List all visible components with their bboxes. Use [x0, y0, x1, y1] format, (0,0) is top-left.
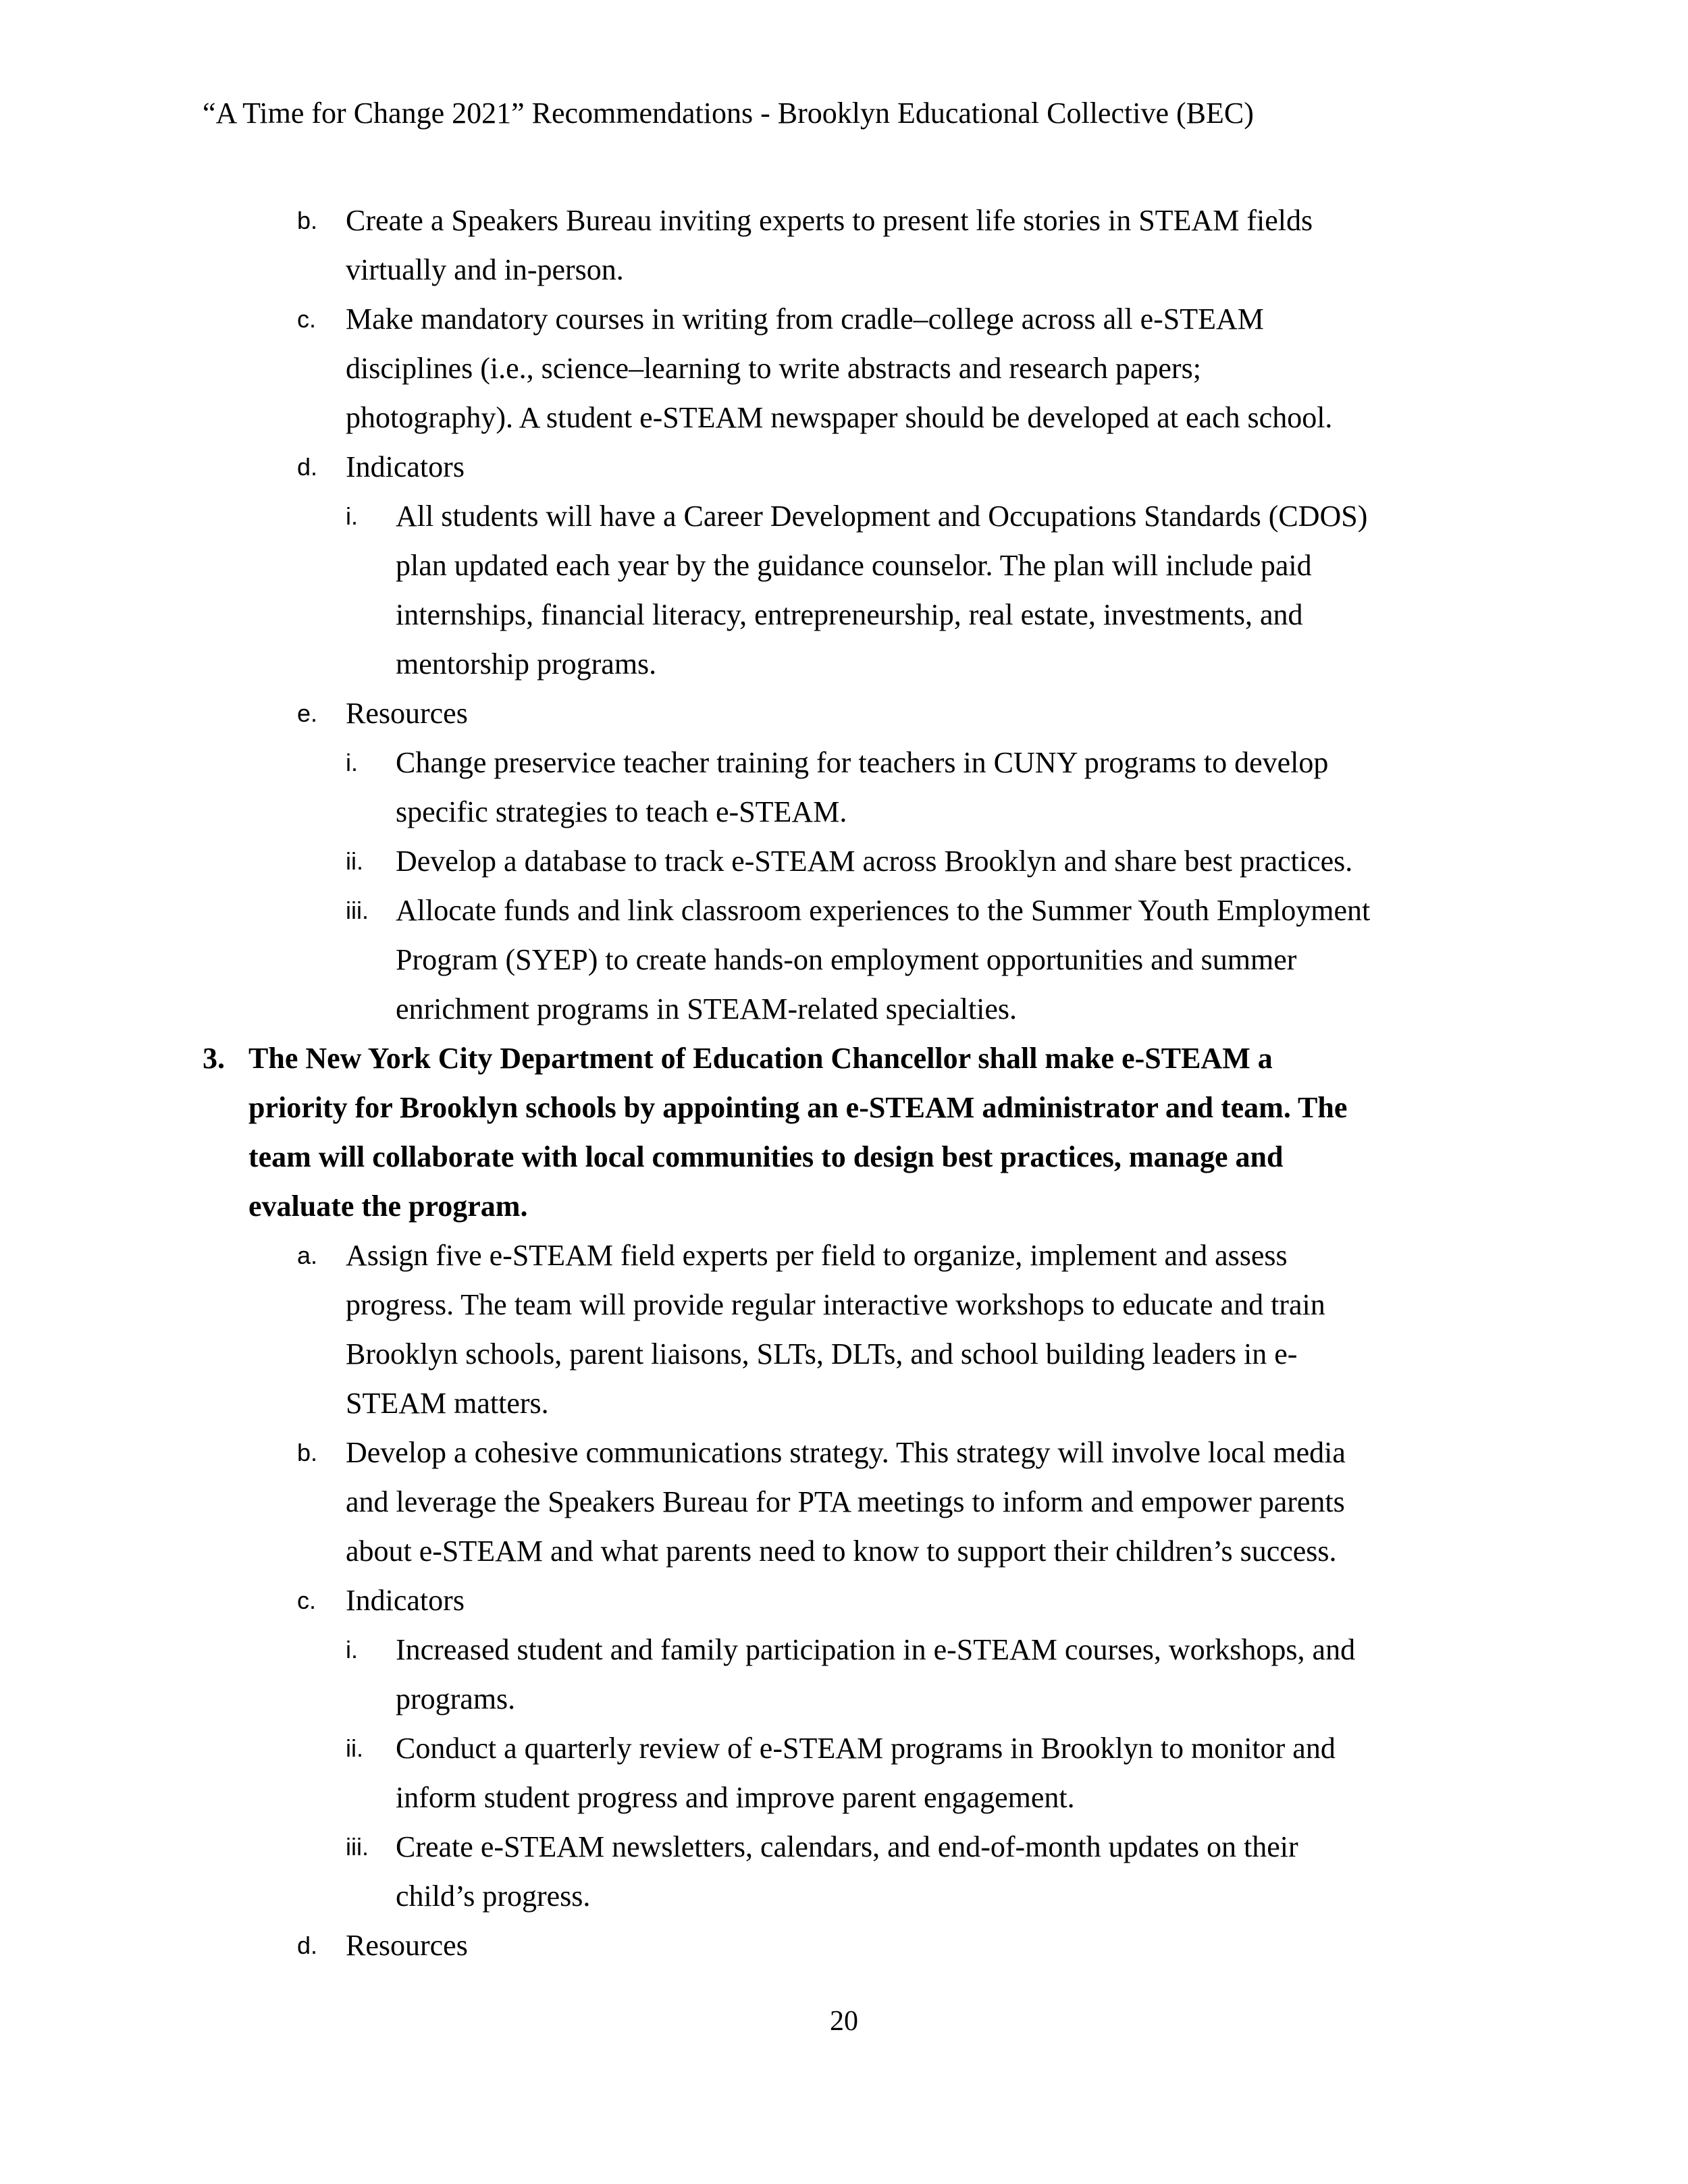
list-item-text: Resources [346, 697, 468, 730]
list-item-text: Conduct a quarterly review of e-STEAM programs in Brooklyn to monitor and [396, 1732, 1336, 1765]
list-item-text: Increased student and family participation in e-STEAM courses, workshops, and [396, 1633, 1356, 1666]
list-item-text: and leverage the Speakers Bureau for PTA meetings to inform and empower parents [346, 1485, 1345, 1518]
list-marker: iii. [346, 1833, 369, 1861]
list-marker: a. [297, 1242, 318, 1269]
list-item-text: Assign five e-STEAM field experts per field to organize, implement and assess [346, 1239, 1288, 1272]
list-item-text: Create e-STEAM newsletters, calendars, and end-of-month updates on their [396, 1830, 1298, 1863]
list-item-text: photography). A student e-STEAM newspaper should be developed at each school. [346, 401, 1333, 434]
list-item-text: plan updated each year by the guidance counselor. The plan will include paid [396, 549, 1312, 582]
recommendation-text: evaluate the program. [248, 1190, 528, 1223]
page-number: 20 [830, 2006, 858, 2037]
list-item-text: specific strategies to teach e-STEAM. [396, 795, 847, 828]
list-marker: e. [297, 699, 318, 727]
recommendation-text: The New York City Department of Education Chancellor shall make e-STEAM a [248, 1042, 1273, 1075]
list-item-text: inform student progress and improve parent engagement. [396, 1781, 1075, 1814]
list-item-text: virtually and in-person. [346, 253, 624, 286]
list-marker: b. [297, 207, 318, 234]
list-item-text: mentorship programs. [396, 647, 657, 681]
list-item-text: programs. [396, 1682, 516, 1715]
list-item-text: enrichment programs in STEAM-related specialties. [396, 992, 1018, 1026]
list-marker: i. [346, 502, 358, 530]
list-item-text: Allocate funds and link classroom experiences to the Summer Youth Employment [396, 894, 1371, 927]
list-item-text: progress. The team will provide regular interactive workshops to educate and train [346, 1288, 1325, 1321]
list-item-text: Create a Speakers Bureau inviting experts to present life stories in STEAM fields [346, 204, 1313, 237]
list-item-text: Change preservice teacher training for teachers in CUNY programs to develop [396, 746, 1329, 779]
list-marker: 3. [203, 1042, 225, 1075]
list-marker: d. [297, 1932, 318, 1959]
list-marker: b. [297, 1439, 318, 1466]
list-marker: i. [346, 749, 358, 776]
recommendation-text: team will collaborate with local communities to design best practices, manage and [248, 1140, 1284, 1173]
list-item-text: Program (SYEP) to create hands-on employment opportunities and summer [396, 943, 1297, 976]
list-marker: c. [297, 1587, 317, 1614]
list-item-text: Make mandatory courses in writing from cradle–college across all e-STEAM [346, 302, 1264, 336]
list-marker: ii. [346, 1734, 363, 1762]
list-item-text: disciplines (i.e., science–learning to write abstracts and research papers; [346, 352, 1201, 385]
list-item-text: Brooklyn schools, parent liaisons, SLTs, DLTs, and school building leaders in e- [346, 1337, 1298, 1370]
list-item-text: about e-STEAM and what parents need to know to support their children’s success. [346, 1535, 1337, 1568]
list-marker: d. [297, 453, 318, 481]
list-item-text: Indicators [346, 450, 465, 483]
recommendation-text: priority for Brooklyn schools by appointing an e-STEAM administrator and team. The [248, 1091, 1348, 1124]
list-item-text: child’s progress. [396, 1880, 591, 1913]
page-header: “A Time for Change 2021” Recommendations - Brooklyn Educational Collective (BEC) [203, 97, 1254, 130]
list-marker: i. [346, 1636, 358, 1663]
list-item-text: All students will have a Career Development and Occupations Standards (CDOS) [396, 500, 1368, 533]
list-item-text: Develop a cohesive communications strategy. This strategy will involve local media [346, 1436, 1346, 1469]
list-marker: ii. [346, 847, 363, 875]
list-item-text: Indicators [346, 1584, 465, 1617]
list-item-text: internships, financial literacy, entrepreneurship, real estate, investments, and [396, 598, 1303, 631]
list-item-text: STEAM matters. [346, 1387, 549, 1420]
list-marker: c. [297, 305, 317, 333]
list-item-text: Develop a database to track e-STEAM across Brooklyn and share best practices. [396, 845, 1353, 878]
list-item-text: Resources [346, 1929, 468, 1962]
list-marker: iii. [346, 897, 369, 924]
